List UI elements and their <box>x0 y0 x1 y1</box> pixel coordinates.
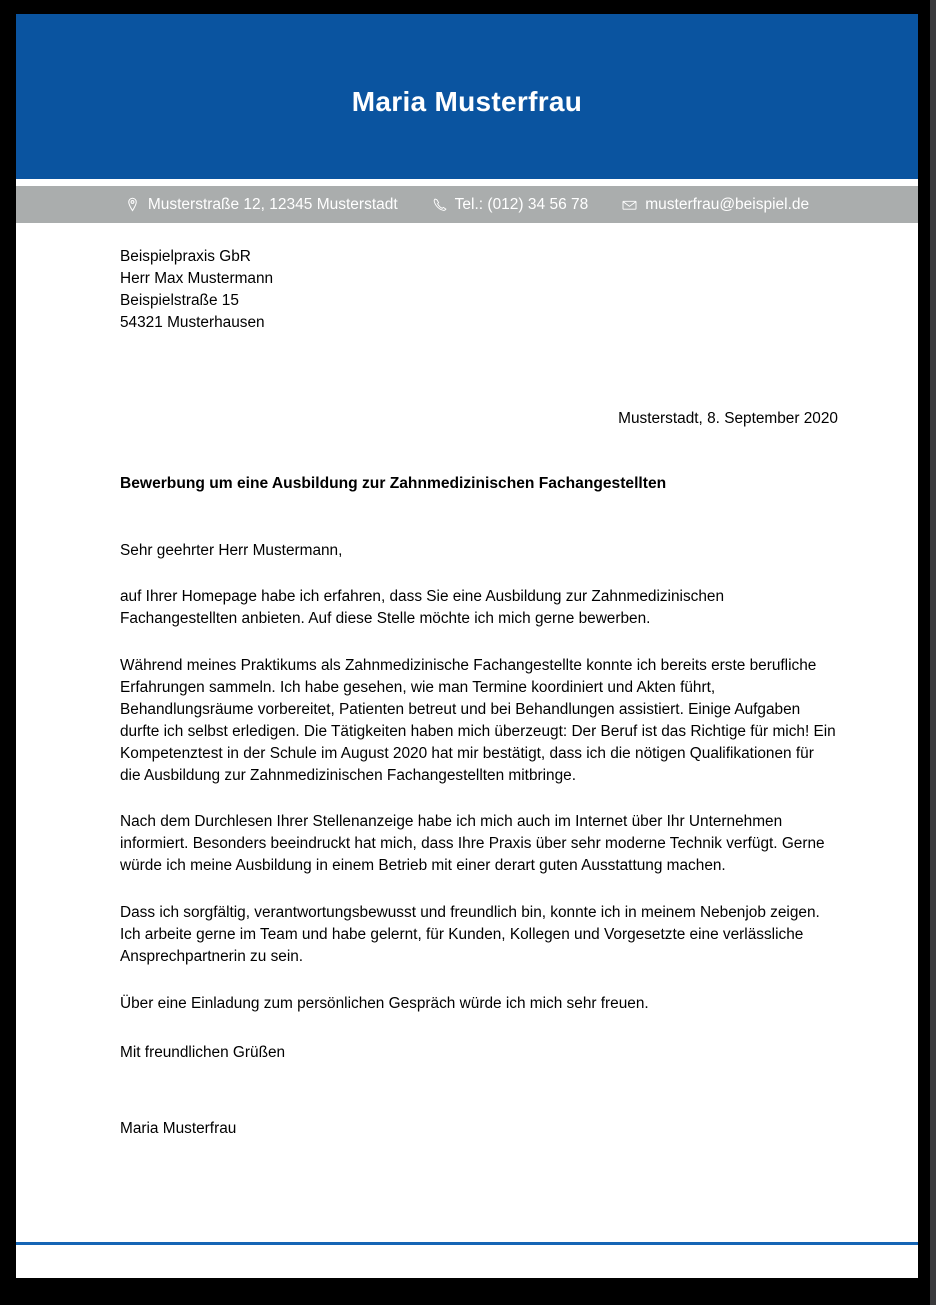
contact-address-text: Musterstraße 12, 12345 Musterstadt <box>147 195 398 213</box>
body-paragraph-4: Dass ich sorgfältig, verantwortungsbewusst und freundlich bin, konnte ich in meinem Nebenjob zeigen. Ich arbeite gerne im Team und habe gelernt, für Kunden, Kollegen und Vorgesetzte eine verlässliche Ansprechpartnerin zu sein. <box>120 904 820 965</box>
letterhead-banner <box>16 14 918 179</box>
recipient-line-2: Herr Max Mustermann <box>120 269 274 287</box>
contact-item-address <box>125 196 398 214</box>
contact-email-text: musterfrau@beispiel.de <box>645 195 810 213</box>
phone-icon <box>432 197 447 212</box>
letter-page <box>16 14 918 1278</box>
recipient-line-3: Beispielstraße 15 <box>120 291 239 309</box>
frame-right-edge <box>930 0 936 1305</box>
recipient-line-4: 54321 Musterhausen <box>120 313 265 331</box>
date-line: Musterstadt, 8. September 2020 <box>618 409 838 427</box>
body-paragraph-1: auf Ihrer Homepage habe ich erfahren, dass Sie eine Ausbildung zur Zahnmedizinischen Fachangestellten anbieten. Auf diese Stelle möchte ich mich gerne bewerben. <box>120 588 725 628</box>
body-paragraph-3: Nach dem Durchlesen Ihrer Stellenanzeige habe ich mich auch im Internet über Ihr Unternehmen informiert. Besonders beeindruckt hat mich, dass Ihre Praxis über sehr moderne Technik verfügt. Gerne würde ich meine Ausbildung in einem Betrieb mit einer derart guten Ausstattung machen. <box>120 813 825 875</box>
contact-phone-text: Tel.: (012) 34 56 78 <box>454 195 589 213</box>
map-pin-icon <box>125 197 140 212</box>
closing-phrase: Mit freundlichen Grüßen <box>120 1043 286 1061</box>
recipient-address-block <box>120 246 838 334</box>
contact-bar <box>16 186 918 223</box>
contact-item-email <box>622 196 809 214</box>
recipient-line-1: Beispielpraxis GbR <box>120 248 251 265</box>
signature-name: Maria Musterfrau <box>120 1120 237 1138</box>
mail-icon <box>622 197 637 212</box>
letter-body <box>120 246 838 1140</box>
footer-divider <box>16 1242 918 1245</box>
body-paragraph-5: Über eine Einladung zum persönlichen Gespräch würde ich mich sehr freuen. <box>120 994 649 1012</box>
contact-item-phone <box>432 196 589 214</box>
letterhead-name: Maria Musterfrau <box>351 86 583 118</box>
body-paragraph-2: Während meines Praktikums als Zahnmedizinische Fachangestellte konnte ich bereits erste berufliche Erfahrungen sammeln. Ich habe gesehen, wie man Termine koordiniert und Akten führt, Behandlungsräume vorbereitet, Patienten betreut und bei Behandlungen assistiert. Einige Aufgaben durfte ich selbst erledigen. Die Tätigkeiten haben mich überzeugt: Der Beruf ist das Richtige für mich! Ein Kompetenztest in der Schule im August 2020 hat mir bestätigt, dass ich die nötigen Qualifikationen für die Ausbildung zur Zahnmedizinischen Fachangestellten mitbringe. <box>120 657 836 784</box>
subject-line: Bewerbung um eine Ausbildung zur Zahnmedizinischen Fachangestellten <box>120 475 667 493</box>
salutation: Sehr geehrter Herr Mustermann, <box>120 541 343 559</box>
